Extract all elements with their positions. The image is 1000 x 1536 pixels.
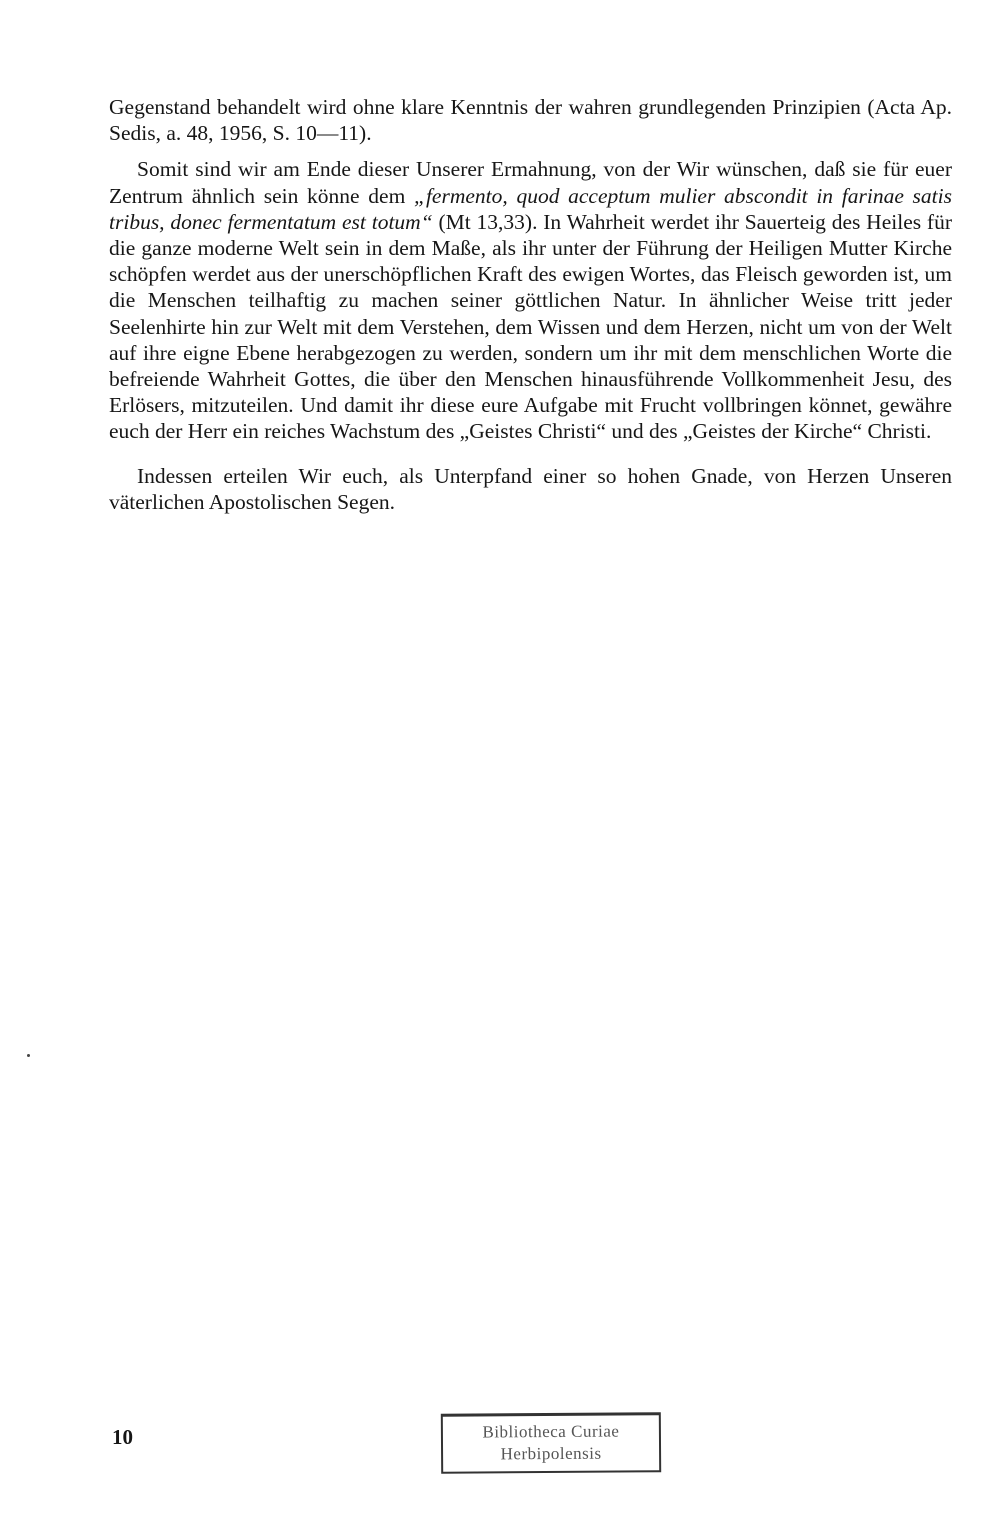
text-segment: Somit sind wir am Ende dieser Unserer Ermahnung, von der Wir wünschen, daß sie für euer Zentrum ähnlich sein könne dem: [109, 157, 952, 208]
library-stamp: [441, 1412, 661, 1474]
text-segment: (Mt 13,33). In Wahrheit werdet ihr Sauerteig des Heiles für die ganze moderne Welt sein in dem Maße, als ihr unter der Führung der Heiligen Mutter Kirche schöpfen werdet aus der unerschöpflichen Kraft des ewigen Wortes, das Fleisch geworden ist, um die Menschen teilhaftig zu machen seiner göttlichen Natur. In ähnlicher Weise tritt jeder Seelenhirte hin zur Welt mit dem Verstehen, dem Wissen und dem Herzen, nicht um von der Welt auf ihre eigne Ebene herabgezogen zu werden, sondern um ihr mit dem menschlichen Worte die befreiende Wahrheit Gottes, die über den Menschen hinausführende Vollkommenheit Jesu, des Erlösers, mitzuteilen. Und damit ihr diese eure Aufgabe mit Frucht vollbringen könnet, gewähre euch der Herr ein reiches Wachstum des „Geistes Christi“ und des „Geistes der Kirche“ Christi.: [109, 209, 952, 444]
stamp-line-2: Herbipolensis: [500, 1443, 602, 1464]
text-segment: Gegenstand behandelt wird ohne klare Kenntnis der wahren grundlegenden Prinzipien (Acta Ap. Sedis, a. 48, 1956, S. 10—11).: [109, 95, 952, 146]
scan-speck: [27, 1054, 30, 1057]
body-text: [109, 94, 952, 515]
paragraph-continued: [109, 94, 952, 146]
latin-quotation: „fermento, quod acceptum mulier abscondit in farinae satis tribus, donec fermentatum est totum“: [109, 183, 952, 234]
stamp-line-1: Bibliotheca Curiae: [482, 1421, 620, 1442]
page-number: 10: [112, 1425, 133, 1449]
text-segment: Indessen erteilen Wir euch, als Unterpfand einer so hohen Gnade, von Herzen Unseren väterlichen Apostolischen Segen.: [109, 463, 952, 514]
paragraph-blessing: [109, 463, 952, 515]
paragraph-main: [109, 156, 952, 444]
